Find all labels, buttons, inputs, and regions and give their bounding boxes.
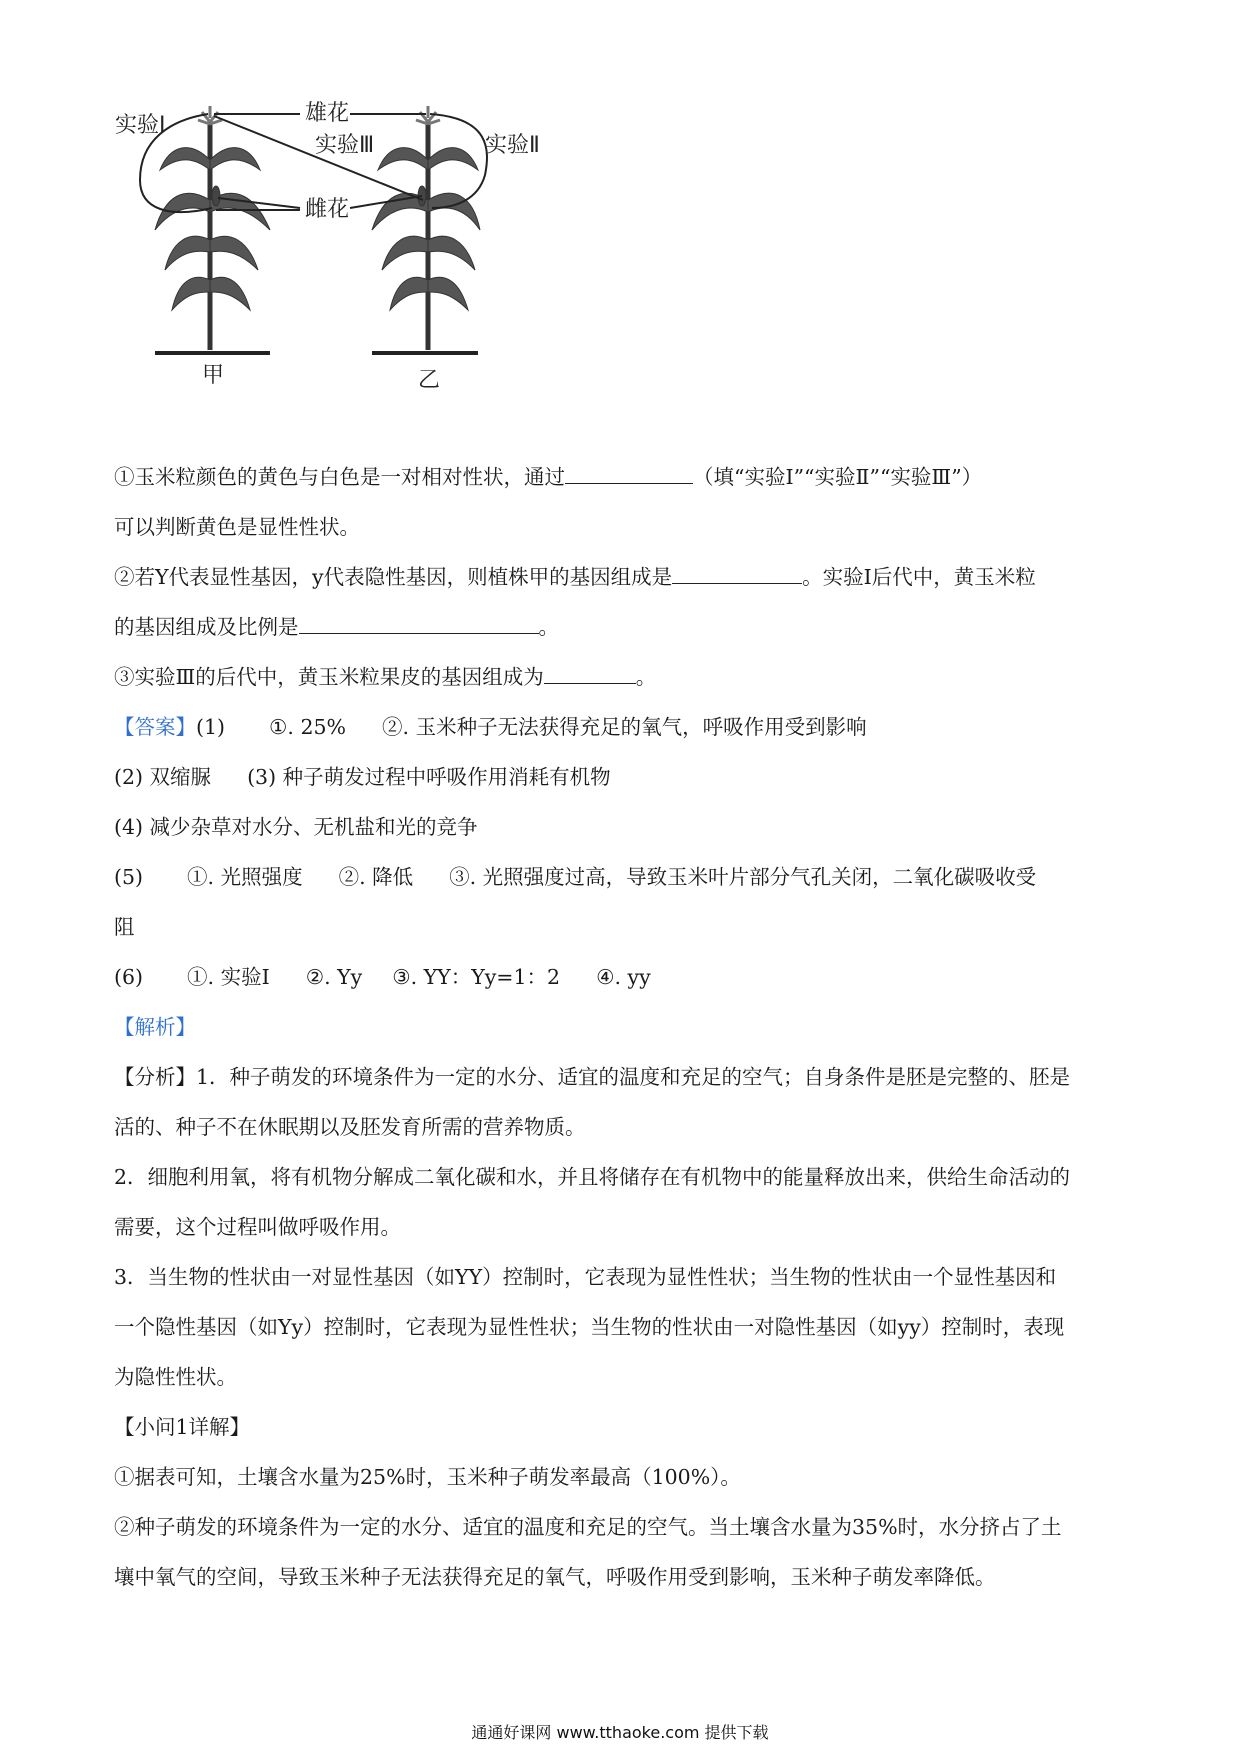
q2-text-a: ②若Y代表显性基因，y代表隐性基因，则植株甲的基因组成是 <box>114 565 673 589</box>
analysis-p1-b: 活的、种子不在休眠期以及胚发育所需的营养物质。 <box>114 1115 586 1139</box>
label-exp1: 实验Ⅰ <box>115 113 166 138</box>
corn-plant-a <box>155 106 270 353</box>
question-1-line-2 <box>114 502 1134 552</box>
analysis-p2-a: 2．细胞利用氧，将有机物分解成二氧化碳和水，并且将储存在有机物中的能量释放出来，供给生命活动的 <box>114 1165 1071 1189</box>
q3-text-a: ③实验Ⅲ的后代中，黄玉米粒果皮的基因组成为 <box>114 665 544 689</box>
answer-line-2 <box>114 752 1134 802</box>
page-footer: 通通好课网 www.tthaoke.com 提供下载 <box>471 1723 769 1742</box>
corn-plant-b <box>372 106 480 353</box>
answer-6-num: (6) <box>114 965 144 989</box>
answer-5-num: (5) <box>114 865 144 889</box>
sub-question-1-heading: 【小问1详解】 <box>114 1415 251 1439</box>
analysis-label: 【解析】 <box>114 1015 196 1039</box>
answer-6-4: ④. yy <box>596 965 651 989</box>
answer-6-3: ③. YY：Yy=1：2 <box>392 965 561 989</box>
analysis-p1-a: 【分析】1．种子萌发的环境条件为一定的水分、适宜的温度和充足的空气；自身条件是胚是完整的、胚是 <box>114 1065 1071 1089</box>
answer-1-2: ②. 玉米种子无法获得充足的氧气，呼吸作用受到影响 <box>382 715 867 739</box>
label-female-flower: 雌花 <box>305 197 350 222</box>
q1-answer-blank[interactable] <box>565 455 693 484</box>
answer-5-1: ①. 光照强度 <box>187 865 303 889</box>
label-plant-a: 甲 <box>202 363 225 388</box>
answer-6-1: ①. 实验Ⅰ <box>187 965 270 989</box>
answer-label: 【答案】 <box>114 715 196 739</box>
answer-4: (4) 减少杂草对水分、无机盐和光的竞争 <box>114 815 478 839</box>
answer-1-1: ①. 25% <box>269 715 347 739</box>
answer-6-2: ②. Yy <box>305 965 363 989</box>
analysis-p3-a: 3．当生物的性状由一对显性基因（如YY）控制时，它表现为显性性状；当生物的性状由一个显性基因和 <box>114 1265 1057 1289</box>
q2-text-b: 。实验Ⅰ后代中，黄玉米粒 <box>802 565 1036 589</box>
sub1-detail-2-a: ②种子萌发的环境条件为一定的水分、适宜的温度和充足的空气。当土壤含水量为35%时，水分挤占了土 <box>114 1515 1062 1539</box>
label-exp2: 实验Ⅱ <box>485 133 540 158</box>
answer-3: (3) 种子萌发过程中呼吸作用消耗有机物 <box>247 765 611 789</box>
answer-5-cont: 阻 <box>114 915 135 939</box>
label-male-flower: 雄花 <box>305 101 350 126</box>
document-content <box>114 452 1134 1602</box>
analysis-p3-c: 为隐性性状。 <box>114 1365 237 1389</box>
q3-answer-blank[interactable] <box>544 655 636 684</box>
q2-genotype-blank[interactable] <box>672 555 802 584</box>
question-3-line <box>114 652 1134 702</box>
q3-text-b: 。 <box>635 665 657 689</box>
label-plant-b: 乙 <box>418 368 441 393</box>
question-2-line-2 <box>114 602 1134 652</box>
q2-text-d: 。 <box>538 615 559 639</box>
answer-line-6 <box>114 952 1134 1002</box>
answer-line-1 <box>114 702 1134 752</box>
answer-line-3 <box>114 802 1134 852</box>
answer-line-4 <box>114 852 1134 902</box>
q1-text-c: 可以判断黄色是显性性状。 <box>114 515 360 539</box>
q2-ratio-blank[interactable] <box>299 605 539 634</box>
corn-experiment-figure <box>110 100 650 440</box>
q1-text-b: （填“实验Ⅰ”“实验Ⅱ”“实验Ⅲ”） <box>693 465 983 489</box>
analysis-p2-b: 需要，这个过程叫做呼吸作用。 <box>114 1215 401 1239</box>
analysis-p3-b: 一个隐性基因（如Yy）控制时，它表现为显性性状；当生物的性状由一对隐性基因（如yy）控制时，表现 <box>114 1315 1065 1339</box>
sub1-detail-1: ①据表可知，土壤含水量为25%时，玉米种子萌发率最高（100%）。 <box>114 1465 741 1489</box>
answer-1-num: (1) <box>196 715 226 739</box>
answer-2: (2) 双缩脲 <box>114 765 212 789</box>
answer-5-2: ②. 降低 <box>338 865 414 889</box>
question-2-line-1 <box>114 552 1134 602</box>
sub1-detail-2-b: 壤中氧气的空间，导致玉米种子无法获得充足的氧气，呼吸作用受到影响，玉米种子萌发率降低。 <box>114 1565 996 1589</box>
label-exp3: 实验Ⅲ <box>315 133 375 158</box>
answer-line-5 <box>114 902 1134 952</box>
answer-5-3: ③. 光照强度过高，导致玉米叶片部分气孔关闭，二氧化碳吸收受 <box>449 865 1037 889</box>
question-1-line-1 <box>114 452 1134 502</box>
q2-text-c: 的基因组成及比例是 <box>114 615 299 639</box>
q1-text-a: ①玉米粒颜色的黄色与白色是一对相对性状，通过 <box>114 465 565 489</box>
